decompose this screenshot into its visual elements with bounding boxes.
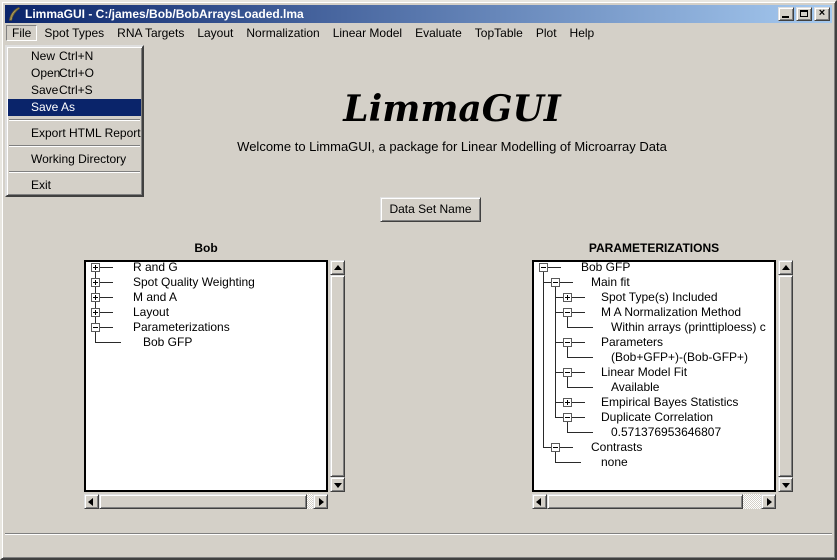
toggle-glyph <box>95 295 96 300</box>
menu-item-open[interactable] <box>7 65 142 82</box>
expand-toggle-plus-icon[interactable] <box>91 263 100 272</box>
tree-connector-line <box>571 417 585 418</box>
tree-connector-line <box>571 372 585 373</box>
tree-connector-line <box>99 327 113 328</box>
close-button[interactable] <box>814 7 830 21</box>
expand-toggle-minus-icon[interactable] <box>563 413 572 422</box>
toggle-glyph <box>93 327 98 328</box>
menu-item-label: Save <box>31 83 59 97</box>
tree-node-0-571376953646807[interactable]: 0.571376953646807 <box>611 425 722 439</box>
minimize-icon <box>782 16 789 18</box>
tree-connector-line <box>567 327 593 328</box>
right-tree-canvas[interactable] <box>532 260 776 492</box>
toggle-glyph <box>95 310 96 315</box>
client-area-divider-highlight <box>5 534 832 535</box>
scroll-right-icon[interactable] <box>761 494 776 509</box>
window-title: LimmaGUI - C:/james/Bob/BobArraysLoaded.lma <box>25 7 304 21</box>
menu-item-new[interactable] <box>7 48 142 65</box>
menu-item-label: Working Directory <box>31 152 127 166</box>
tree-connector-line <box>571 402 585 403</box>
tree-node-none[interactable]: none <box>601 455 628 469</box>
maximize-button[interactable] <box>796 7 812 21</box>
right-tree-horizontal-scrollbar[interactable] <box>532 494 776 509</box>
scroll-up-icon[interactable] <box>778 260 793 275</box>
toggle-glyph <box>565 372 570 373</box>
tree-connector-line <box>567 357 593 358</box>
menu-layout[interactable]: Layout <box>197 26 234 40</box>
scroll-right-icon[interactable] <box>313 494 328 509</box>
scrollbar-thumb[interactable] <box>99 494 307 509</box>
tree-connector-line <box>567 432 593 433</box>
menu-help[interactable]: Help <box>569 26 595 40</box>
tree-node-spot-quality-weighting[interactable]: Spot Quality Weighting <box>133 275 255 289</box>
tree-node-within-arrays-printtiploess-c[interactable]: Within arrays (printtiploess) c <box>611 320 766 334</box>
toggle-glyph <box>565 312 570 313</box>
tree-node-duplicate-correlation[interactable]: Duplicate Correlation <box>601 410 714 424</box>
tree-connector-line <box>559 282 573 283</box>
tree-connector-line <box>571 312 585 313</box>
expand-toggle-plus-icon[interactable] <box>91 293 100 302</box>
app-title: LimmaGUI <box>343 88 561 130</box>
tree-node-r-and-g[interactable]: R and G <box>133 260 178 274</box>
expand-toggle-plus-icon[interactable] <box>563 398 572 407</box>
expand-toggle-plus-icon[interactable] <box>563 293 572 302</box>
expand-toggle-minus-icon[interactable] <box>551 443 560 452</box>
scrollbar-thumb[interactable] <box>778 275 793 477</box>
expand-toggle-plus-icon[interactable] <box>91 308 100 317</box>
down-arrow-glyph <box>782 483 790 488</box>
menu-normalization[interactable]: Normalization <box>246 26 320 40</box>
menu-item-shortcut: Ctrl+O <box>59 66 95 80</box>
scrollbar-thumb[interactable] <box>547 494 743 509</box>
tree-connector-line <box>567 347 568 357</box>
tree-node-m-and-a[interactable]: M and A <box>133 290 178 304</box>
expand-toggle-minus-icon[interactable] <box>539 263 548 272</box>
right-tree-vertical-scrollbar[interactable] <box>778 260 793 492</box>
menu-toptable[interactable]: TopTable <box>474 26 523 40</box>
menu-item-exit[interactable] <box>7 177 142 194</box>
expand-toggle-minus-icon[interactable] <box>91 323 100 332</box>
menu-item-label: New <box>31 49 56 63</box>
tree-connector-line <box>559 447 573 448</box>
toggle-glyph <box>553 447 558 448</box>
tree-connector-line <box>95 342 121 343</box>
left-tree-horizontal-scrollbar[interactable] <box>84 494 328 509</box>
menu-separator <box>9 119 140 121</box>
menu-item-label: Open <box>31 66 61 80</box>
tree-node-parameterizations[interactable]: Parameterizations <box>133 320 230 334</box>
menu-item-label: Save As <box>31 100 76 114</box>
tree-connector-line <box>547 267 561 268</box>
file-menu-dropdown <box>5 45 144 197</box>
feather-icon <box>7 7 21 21</box>
scroll-left-icon[interactable] <box>84 494 99 509</box>
left-tree-vertical-scrollbar[interactable] <box>330 260 345 492</box>
menu-item-save-as[interactable] <box>8 99 141 116</box>
menu-bar <box>5 24 832 42</box>
menu-file[interactable]: File <box>6 25 37 41</box>
tree-connector-line <box>571 342 585 343</box>
menu-item-label: Export HTML Report <box>31 126 141 140</box>
left-arrow-glyph <box>88 498 93 506</box>
menu-item-export-html-report[interactable] <box>7 125 142 142</box>
toggle-glyph <box>565 342 570 343</box>
tree-node-contrasts[interactable]: Contrasts <box>591 440 643 454</box>
tree-connector-line <box>567 387 593 388</box>
toggle-glyph <box>565 417 570 418</box>
maximize-icon <box>800 10 808 17</box>
left-arrow-glyph <box>536 498 541 506</box>
tree-connector-line <box>555 462 581 463</box>
tree-connector-line <box>555 452 556 462</box>
expand-toggle-minus-icon[interactable] <box>563 368 572 377</box>
tree-connector-line <box>555 287 556 417</box>
tree-node-bob-gfp-bob-gfp[interactable]: (Bob+GFP+)-(Bob-GFP+) <box>611 350 749 364</box>
tree-connector-line <box>99 297 113 298</box>
scroll-left-icon[interactable] <box>532 494 547 509</box>
right-arrow-glyph <box>767 498 772 506</box>
tree-node-spot-type-s-included[interactable]: Spot Type(s) Included <box>601 290 718 304</box>
menu-item-shortcut: Ctrl+N <box>59 49 94 63</box>
menu-rna-targets[interactable]: RNA Targets <box>117 26 185 40</box>
tree-node-bob-gfp[interactable]: Bob GFP <box>143 335 193 349</box>
menu-item-working-directory[interactable] <box>7 151 142 168</box>
scroll-down-icon[interactable] <box>778 477 793 492</box>
tree-connector-line <box>567 422 568 432</box>
minimize-button[interactable] <box>778 7 794 21</box>
toggle-glyph <box>95 265 96 270</box>
tree-connector-line <box>99 282 113 283</box>
tree-connector-line <box>571 297 585 298</box>
expand-toggle-minus-icon[interactable] <box>563 308 572 317</box>
menu-plot[interactable]: Plot <box>535 26 557 40</box>
expand-toggle-minus-icon[interactable] <box>563 338 572 347</box>
tree-connector-line <box>99 312 113 313</box>
tree-node-main-fit[interactable]: Main fit <box>591 275 630 289</box>
toggle-glyph <box>95 280 96 285</box>
menu-spot-types[interactable]: Spot Types <box>44 26 105 40</box>
toggle-glyph <box>567 295 568 300</box>
tree-node-layout[interactable]: Layout <box>133 305 170 319</box>
menu-linear-model[interactable]: Linear Model <box>332 26 403 40</box>
menu-separator <box>9 171 140 173</box>
title-bar[interactable] <box>5 5 832 23</box>
right-arrow-glyph <box>319 498 324 506</box>
toggle-glyph <box>541 267 546 268</box>
menu-item-shortcut: Ctrl+S <box>59 83 93 97</box>
menu-separator <box>9 145 140 147</box>
menu-item-save[interactable] <box>7 82 142 99</box>
menu-evaluate[interactable]: Evaluate <box>415 26 462 40</box>
data-set-name-button[interactable]: Data Set Name <box>380 197 481 222</box>
tree-connector-line <box>567 377 568 387</box>
close-icon: × <box>818 7 826 19</box>
scroll-up-icon[interactable] <box>330 260 345 275</box>
scroll-down-icon[interactable] <box>330 477 345 492</box>
up-arrow-glyph <box>782 265 790 270</box>
tree-node-empirical-bayes-statistics[interactable]: Empirical Bayes Statistics <box>601 395 739 409</box>
tree-node-linear-model-fit[interactable]: Linear Model Fit <box>601 365 688 379</box>
tree-node-m-a-normalization-method[interactable]: M A Normalization Method <box>601 305 742 319</box>
toggle-glyph <box>553 282 558 283</box>
tree-connector-line <box>95 332 96 342</box>
menu-item-label: Exit <box>31 178 52 192</box>
tree-node-parameters[interactable]: Parameters <box>601 335 664 349</box>
tree-node-available[interactable]: Available <box>611 380 660 394</box>
scrollbar-thumb[interactable] <box>330 275 345 477</box>
tree-connector-line <box>543 272 544 447</box>
tree-node-bob-gfp[interactable]: Bob GFP <box>581 260 631 274</box>
up-arrow-glyph <box>334 265 342 270</box>
down-arrow-glyph <box>334 483 342 488</box>
left-tree-canvas[interactable] <box>84 260 328 492</box>
tree-connector-line <box>99 267 113 268</box>
toggle-glyph <box>567 400 568 405</box>
welcome-text: Welcome to LimmaGUI, a package for Linear Modelling of Microarray Data <box>237 139 667 154</box>
left-tree-heading: Bob <box>194 241 218 255</box>
expand-toggle-plus-icon[interactable] <box>91 278 100 287</box>
right-tree-heading: PARAMETERIZATIONS <box>588 241 720 255</box>
expand-toggle-minus-icon[interactable] <box>551 278 560 287</box>
tree-connector-line <box>567 317 568 327</box>
